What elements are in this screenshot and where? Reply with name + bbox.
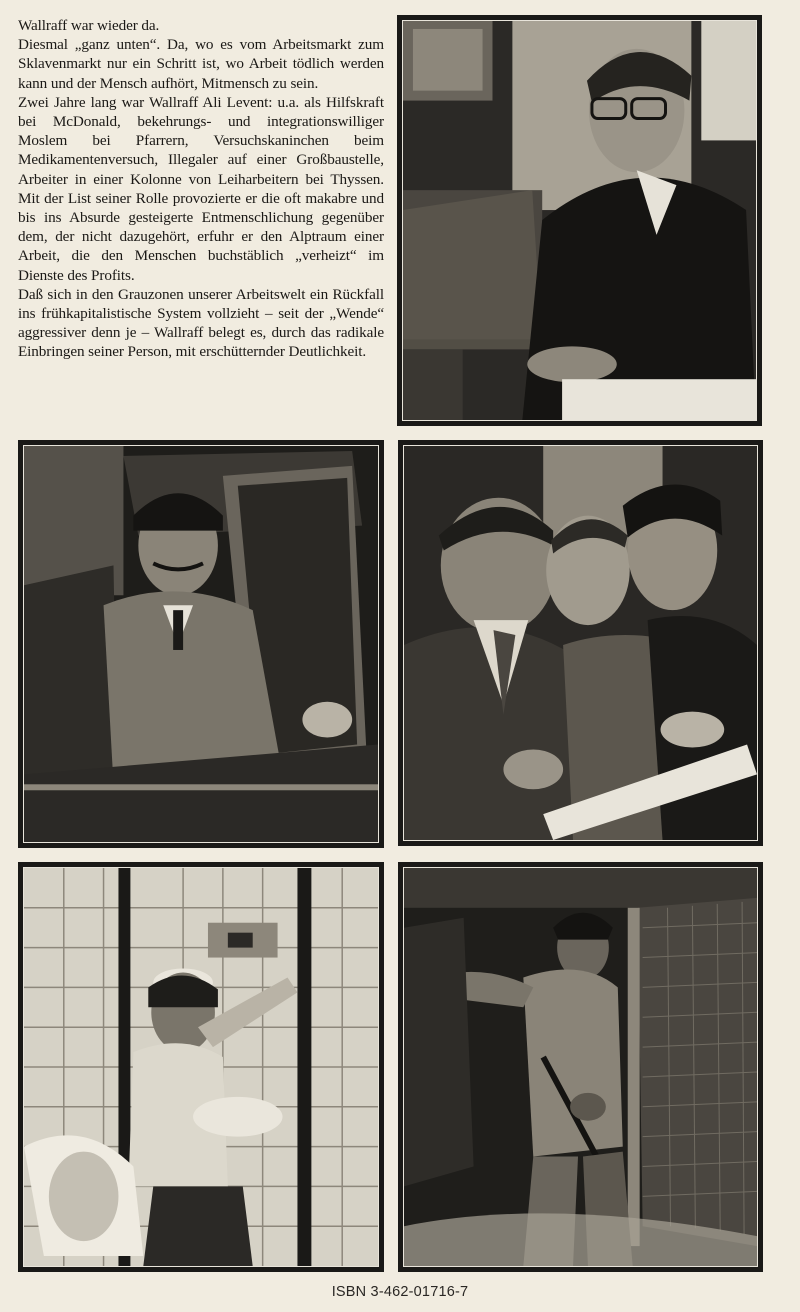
blurb-paragraph-2: Diesmal „ganz unten“. Da, wo es vom Arbeitsmarkt zum Sklavenmarkt nur ein Schritt ist, wo Arbeit tödlich werden kann und der Mensch aufhört, Mitmensch zu sein. (18, 36, 384, 92)
blurb-paragraph-3: Zwei Jahre lang war Wallraff Ali Levent: u.a. als Hilfskraft bei McDonald, bekehrungs- und integrationswilliger Moslem bei Pfarrern, Versuchskaninchen beim Medikamentenversuch, Illegaler auf einer Großbaustelle, Arbeiter in einer Kolonne von Leiharbeitern bei Thyssen. Mit der List seiner Rolle provozierte er die oft makabre und bis ins Absurde gesteigerte Entmenschlichung gegenüber dem, der nicht dazugehört, erfuhr er den Alptraum einer Arbeit, die den Menschen buchstäblich „verheizt“ im Dienste des Profits. (18, 93, 384, 284)
photo-portrait-glasses (397, 15, 762, 426)
photo-restroom-worker (18, 862, 384, 1272)
blurb-paragraph-1: Wallraff war wieder da. (18, 17, 160, 34)
isbn-number: ISBN 3-462-01716-7 (331, 1284, 469, 1300)
back-cover-blurb (18, 16, 384, 362)
blurb-paragraph-4: Daß sich in den Grauzonen unserer Arbeitswelt ein Rückfall ins frühkapitalistische System vollzieht – seit der „Wende“ aggressiver denn je – Wallraff belegt es, durch das radikale Einbringen seiner Person, mit erschütternder Deutlichkeit. (18, 285, 384, 361)
photo-chauffeur-car (18, 440, 384, 848)
photo-signing-autograph (398, 440, 763, 846)
photo-industrial-worker (398, 862, 763, 1272)
